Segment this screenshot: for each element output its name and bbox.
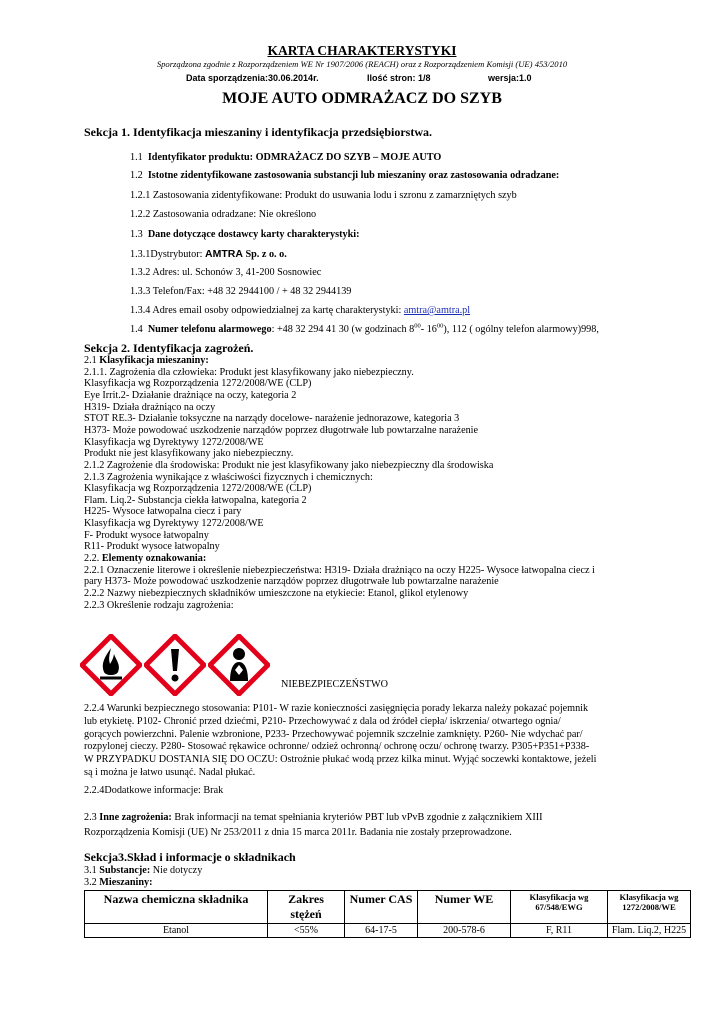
- section2-line: Produkt nie jest klasyfikowany jako niebezpieczny.: [84, 448, 294, 460]
- section2-line: 2.1.1. Zagrożenia dla człowieka: Produkt jest klasyfikowany jako niebezpieczny.: [84, 366, 414, 378]
- section2-line: pary H373- Może powodować uszkodzenie narządów poprzez długotrwałe lub powtarzalne narażenie: [84, 576, 499, 588]
- section2-line: 2.2.1 Oznaczenie literowe i określenie niebezpieczeństwa: H319- Działa drażniąco na oczy H225- Wysoce łatwopalna ciecz i: [84, 564, 595, 576]
- item-1-2-1: 1.2.1 Zastosowania zidentyfikowane: Produkt do usuwania lodu i szronu z zamarzniętych szyb: [130, 190, 517, 201]
- section2-line: H319- Działa drażniąco na oczy: [84, 401, 216, 413]
- signal-word: NIEBEZPIECZEŃSTWO: [281, 679, 388, 690]
- item-1-1: 1.1 Identyfikator produktu: ODMRAŻACZ DO SZYB – MOJE AUTO: [130, 152, 442, 163]
- table-header-row: [85, 891, 691, 924]
- col-header-class-ewg: Klasyfikacja wg 67/548/EWG: [511, 891, 608, 924]
- other-hazards-line2: Rozporządzenia Komisji (UE) Nr 253/2011 z dnia 15 marca 2011r. Badania nie zostały przeprowadzone.: [84, 827, 512, 838]
- document-subtitle: Sporządzona zgodnie z Rozporządzeniem WE Nr 1907/2006 (REACH) oraz z Rozporządzeniem Komisji (UE) 453/2010: [156, 59, 568, 69]
- section1-heading: Sekcja 1. Identyfikacja mieszaniny i identyfikacja przedsiębiorstwa.: [84, 125, 432, 139]
- section2-line: 2.2. Elementy oznakowania:: [84, 553, 207, 565]
- item-1-3-4: 1.3.4 Adres email osoby odpowiedzialnej za kartę charakterystyki: amtra@amtra.pl: [130, 305, 471, 316]
- section2-line: Klasyfikacja wg Rozporządzenia 1272/2008/WE (CLP): [84, 378, 312, 390]
- page-count: Ilość stron: 1/8: [367, 73, 431, 83]
- flame-icon: [80, 634, 142, 696]
- item-1-3-1: 1.3.1Dystrybutor: AMTRA Sp. z o. o.: [130, 248, 287, 260]
- section2-line: H225- Wysoce łatwopalna ciecz i pary: [84, 506, 242, 518]
- section2-line: 2.1.2 Zagrożenie dla środowiska: Produkt nie jest klasyfikowany jako niebezpieczny dla środowiska: [84, 459, 494, 471]
- section2-heading: Sekcja 2. Identyfikacja zagrożeń.: [84, 341, 254, 355]
- health-hazard-icon: [208, 634, 270, 696]
- other-hazards-line1: 2.3 Inne zagrożenia: Brak informacji na temat spełniania kryteriów PBT lub vPvB zgodnie z załącznikiem XIII: [84, 812, 543, 823]
- item-3-1: 3.1 Substancje: Nie dotyczy: [84, 865, 203, 876]
- issue-date: Data sporządzenia:30.06.2014r.: [186, 73, 319, 83]
- item-3-2: 3.2 Mieszaniny:: [84, 877, 153, 888]
- section2-line: Klasyfikacja wg Dyrektywy 1272/2008/WE: [84, 436, 264, 448]
- cell-class-clp: Flam. Liq.2, H225: [608, 924, 691, 938]
- section2-line: 2.1 Klasyfikacja mieszaniny:: [84, 355, 209, 366]
- cell-cas: 64-17-5: [345, 924, 418, 938]
- item-1-2: 1.2 Istotne zidentyfikowane zastosowania substancji lub mieszaniny oraz zastosowania odradzane:: [130, 170, 560, 181]
- exclamation-icon: [144, 634, 206, 696]
- section2-line: Flam. Liq.2- Substancja ciekła łatwopalna, kategoria 2: [84, 494, 307, 506]
- cell-class-ewg: F, R11: [511, 924, 608, 938]
- section2-line: F- Produkt wysoce łatwopalny: [84, 529, 209, 541]
- precautionary-line: 2.2.4 Warunki bezpiecznego stosowania: P101- W razie konieczności zasięgnięcia porady lekarza należy pokazać pojemnik: [84, 703, 589, 714]
- table-row: [85, 924, 691, 938]
- item-1-4: 1.4 Numer telefonu alarmowego: +48 32 294 41 30 (w godzinach $8^{00}-$ $16^{00}$), 112 ( ogólny telefon alarmowy)998,: [130, 322, 599, 335]
- precautionary-line: W PRZYPADKU DOSTANIA SIĘ DO OCZU: Ostrożnie płukać wodą przez kilka minut. Wyjąć soczewki kontaktowe, jeżeli: [84, 754, 597, 766]
- item-1-3-2: 1.3.2 Adres: ul. Schonów 3, 41-200 Sosnowiec: [130, 267, 322, 278]
- cell-name: Etanol: [85, 924, 268, 938]
- section2-line: 2.2.3 Określenie rodzaju zagrożenia:: [84, 599, 234, 611]
- item-1-3-3: 1.3.3 Telefon/Fax: +48 32 2944100 / + 48 32 2944139: [130, 286, 352, 297]
- precautionary-line: gorących powierzchni. Palenie wzbronione, P233- Przechowywać pojemnik szczelnie zamknięty. P260- Nie wdychać par/: [84, 728, 583, 740]
- document-title: KARTA CHARAKTERYSTYKI: [267, 43, 457, 58]
- brand-name: AMTRA: [205, 248, 243, 260]
- section2-line: R11- Produkt wysoce łatwopalny: [84, 541, 220, 553]
- precautionary-line: rozpylonej cieczy. P280- Stosować rękawice ochronne/ odzież ochronną/ ochronę oczu/ ochronę twarzy. P305+P351+P338-: [84, 741, 590, 753]
- col-header-cas: Numer CAS: [345, 891, 418, 924]
- precautionary-line: lub etykietę. P102- Chronić przed dziećmi, P210- Przechowywać z dala od źródeł ciepła/ iskrzenia/ otwartego ognia/: [84, 715, 561, 727]
- email-link[interactable]: amtra@amtra.pl: [403, 305, 471, 316]
- section2-line: 2.2.2 Nazwy niebezpiecznych składników umieszczone na etykiecie: Etanol, glikol etylenowy: [84, 588, 469, 599]
- precautionary-line: są i można je łatwo usunąć. Nadal płukać.: [84, 767, 256, 778]
- version: wersja:1.0: [488, 73, 532, 83]
- item-1-2-2: 1.2.2 Zastosowania odradzane: Nie określono: [130, 209, 317, 220]
- col-header-we: Numer WE: [418, 891, 511, 924]
- item-1-3: 1.3 Dane dotyczące dostawcy karty charakterystyki:: [130, 229, 360, 240]
- cell-range: <55%: [268, 924, 345, 938]
- section3-heading: Sekcja3.Skład i informacje o składnikach: [84, 850, 296, 864]
- mixture-table: [84, 890, 691, 938]
- section2-line: STOT RE.3- Działanie toksyczne na narządy docelowe- narażenie jednorazowe, kategoria 3: [84, 413, 460, 425]
- col-header-range: Zakres stężeń: [268, 891, 345, 924]
- section2-line: Klasyfikacja wg Dyrektywy 1272/2008/WE: [84, 518, 264, 530]
- section2-line: 2.1.3 Zagrożenia wynikające z właściwości fizycznych i chemicznych:: [84, 471, 373, 483]
- product-title: MOJE AUTO ODMRAŻACZ DO SZYB: [222, 90, 502, 107]
- section2-line: H373- Może powodować uszkodzenie narządów poprzez długotrwałe lub powtarzalne narażenie: [84, 424, 479, 436]
- section2-line: Eye Irrit.2- Działanie drażniące na oczy, kategoria 2: [84, 389, 297, 401]
- hazard-pictograms: [80, 634, 270, 696]
- additional-info: 2.2.4Dodatkowe informacje: Brak: [84, 785, 224, 796]
- cell-we: 200-578-6: [418, 924, 511, 938]
- section2-line: Klasyfikacja wg Rozporządzenia 1272/2008/WE (CLP): [84, 483, 312, 495]
- col-header-name: Nazwa chemiczna składnika: [85, 891, 268, 924]
- col-header-class-clp: Klasyfikacja wg 1272/2008/WE: [608, 891, 691, 924]
